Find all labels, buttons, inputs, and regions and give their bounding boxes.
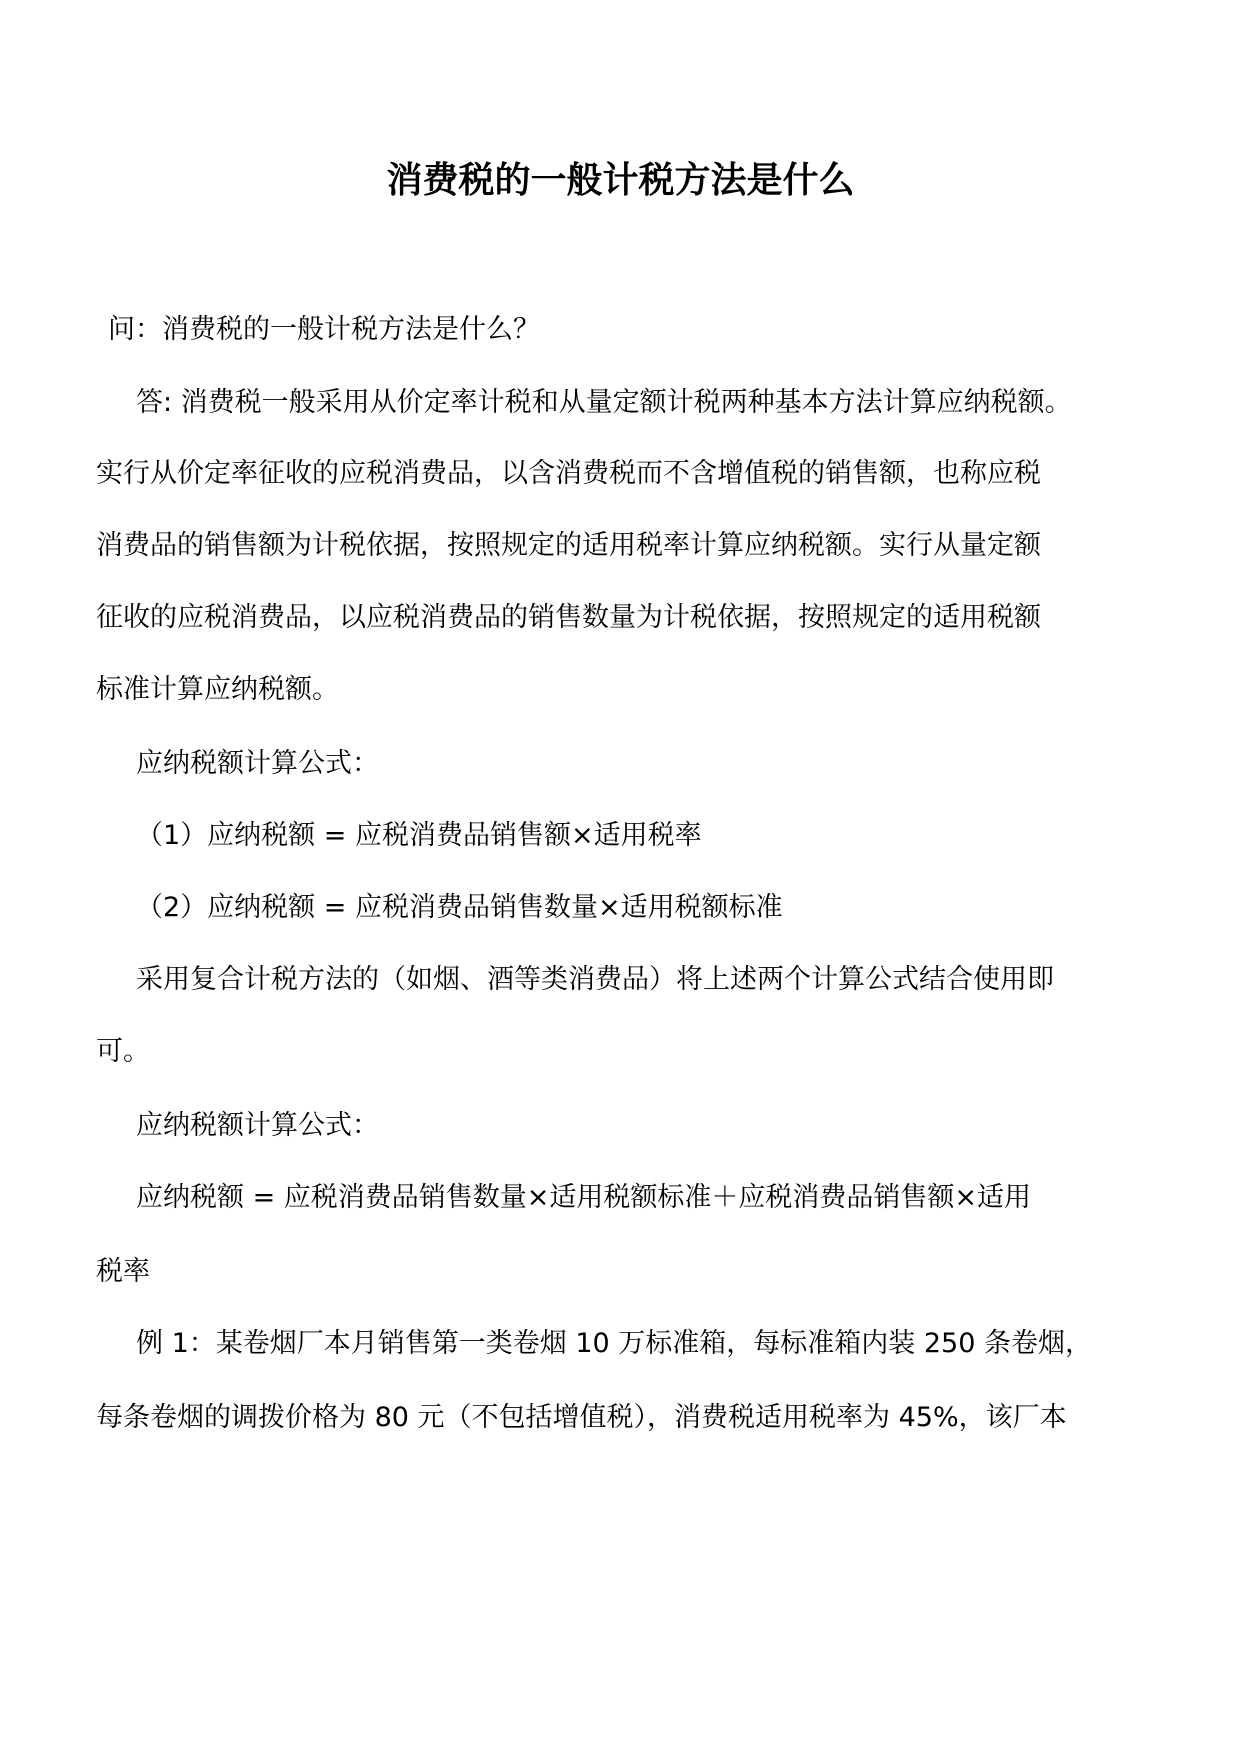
composite-method-line: 可。: [96, 1036, 150, 1067]
formula-heading: 应纳税额计算公式：: [136, 748, 379, 779]
formula-heading: 应纳税额计算公式：: [136, 1110, 379, 1141]
question-line: 问：消费税的一般计税方法是什么？: [108, 314, 540, 345]
answer-line: 征收的应税消费品，以应税消费品的销售数量为计税依据，按照规定的适用税额: [96, 602, 1041, 633]
example-line: 例 1：某卷烟厂本月销售第一类卷烟 10 万标准箱，每标准箱内装 250 条卷烟，: [136, 1328, 1092, 1359]
composite-formula-line: 应纳税额 = 应税消费品销售数量×适用税额标准＋应税消费品销售额×适用: [136, 1182, 1032, 1213]
answer-line: 答: 消费税一般采用从价定率计税和从量定额计税两种基本方法计算应纳税额。: [136, 387, 1072, 418]
composite-formula-line: 税率: [96, 1256, 150, 1287]
formula-line: （2）应纳税额 = 应税消费品销售数量×适用税额标准: [136, 892, 783, 923]
formula-line: （1）应纳税额 = 应税消费品销售额×适用税率: [136, 820, 702, 851]
answer-line: 消费品的销售额为计税依据，按照规定的适用税率计算应纳税额。实行从量定额: [96, 530, 1041, 561]
answer-line: 实行从价定率征收的应税消费品，以含消费税而不含增值税的销售额，也称应税: [96, 458, 1041, 489]
example-line: 每条卷烟的调拨价格为 80 元（不包括增值税），消费税适用税率为 45%，该厂本: [96, 1402, 1067, 1433]
document-title: 消费税的一般计税方法是什么: [386, 159, 855, 201]
answer-line: 标准计算应纳税额。: [96, 674, 339, 705]
composite-method-line: 采用复合计税方法的（如烟、酒等类消费品）将上述两个计算公式结合使用即: [136, 964, 1054, 995]
